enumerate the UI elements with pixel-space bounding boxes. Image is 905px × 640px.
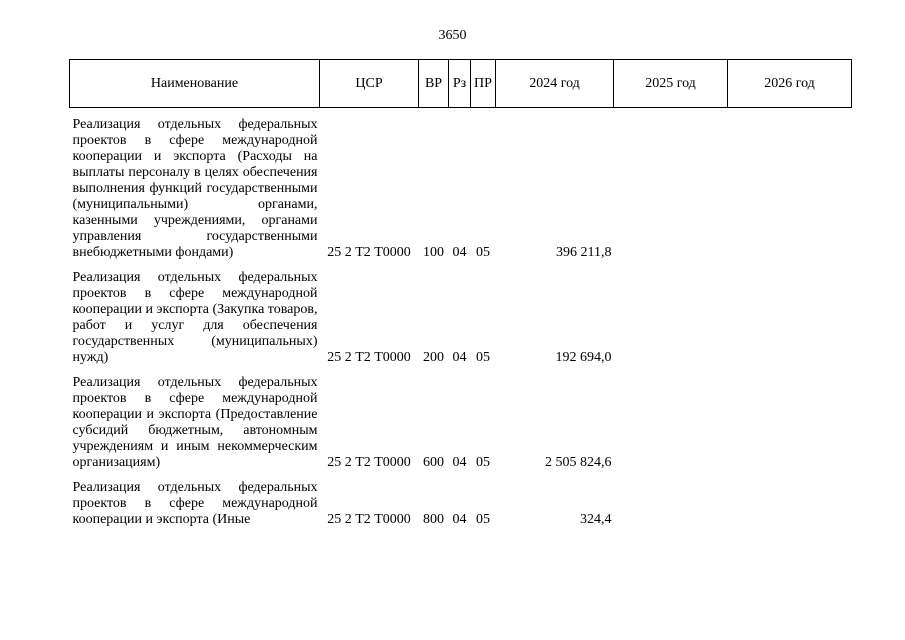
header-2024: 2024 год — [496, 60, 614, 108]
row-rz: 04 — [452, 455, 467, 470]
row-vr: 800 — [423, 512, 444, 527]
row-name: Реализация отдельных федеральных проектов в сфере международной кооперации и экспорта (Иные — [72, 480, 318, 527]
row-pr: 05 — [476, 245, 490, 260]
table-row — [70, 117, 852, 261]
row-pr: 05 — [476, 455, 490, 470]
row-name: Реализация отдельных федеральных проектов в сфере международной кооперации и экспорта (Расходы на выплаты персоналу в целях обеспечения выполнения функций государственными (муниципальными) органами, казенными учреждениями, органами управления государственными внебюджетными фондами) — [72, 117, 318, 260]
row-amount-2024: 192 694,0 — [555, 350, 612, 365]
row-csr: 25 2 Т2 Т0000 — [327, 245, 411, 260]
header-pr: ПР — [471, 60, 496, 108]
row-amount-2024: 324,4 — [580, 512, 612, 527]
row-amount-2025 — [614, 480, 728, 528]
row-pr: 05 — [476, 512, 490, 527]
row-amount-2026 — [728, 117, 852, 261]
row-csr: 25 2 Т2 Т0000 — [327, 455, 411, 470]
row-amount-2025 — [614, 117, 728, 261]
row-vr: 100 — [423, 245, 444, 260]
table-row — [70, 375, 852, 471]
row-rz: 04 — [452, 512, 467, 527]
header-rz: Рз — [449, 60, 471, 108]
table-row — [70, 270, 852, 366]
row-amount-2025 — [614, 270, 728, 366]
budget-table — [69, 59, 852, 528]
row-amount-2024: 2 505 824,6 — [545, 455, 612, 470]
row-amount-2026 — [728, 375, 852, 471]
row-vr: 600 — [423, 455, 444, 470]
page-number: 3650 — [438, 28, 467, 43]
header-csr: ЦСР — [320, 60, 419, 108]
row-csr: 25 2 Т2 Т0000 — [327, 350, 411, 365]
header-2026: 2026 год — [728, 60, 852, 108]
row-amount-2026 — [728, 480, 852, 528]
row-csr: 25 2 Т2 Т0000 — [327, 512, 411, 527]
table-row — [70, 480, 852, 528]
table-header-row — [70, 60, 852, 108]
row-amount-2024: 396 211,8 — [556, 245, 612, 260]
row-rz: 04 — [452, 350, 467, 365]
row-rz: 04 — [452, 245, 467, 260]
header-vr: ВР — [419, 60, 449, 108]
row-amount-2025 — [614, 375, 728, 471]
row-name: Реализация отдельных федеральных проектов в сфере международной кооперации и экспорта (Предоставление субсидий бюджетным, автономным учреждениям и иным некоммерческим организациям) — [72, 375, 318, 470]
header-2025: 2025 год — [614, 60, 728, 108]
row-amount-2026 — [728, 270, 852, 366]
row-vr: 200 — [423, 350, 444, 365]
row-name: Реализация отдельных федеральных проектов в сфере международной кооперации и экспорта (Закупка товаров, работ и услуг для обеспечения государственных (муниципальных) нужд) — [72, 270, 318, 365]
header-name: Наименование — [70, 60, 320, 108]
row-pr: 05 — [476, 350, 490, 365]
